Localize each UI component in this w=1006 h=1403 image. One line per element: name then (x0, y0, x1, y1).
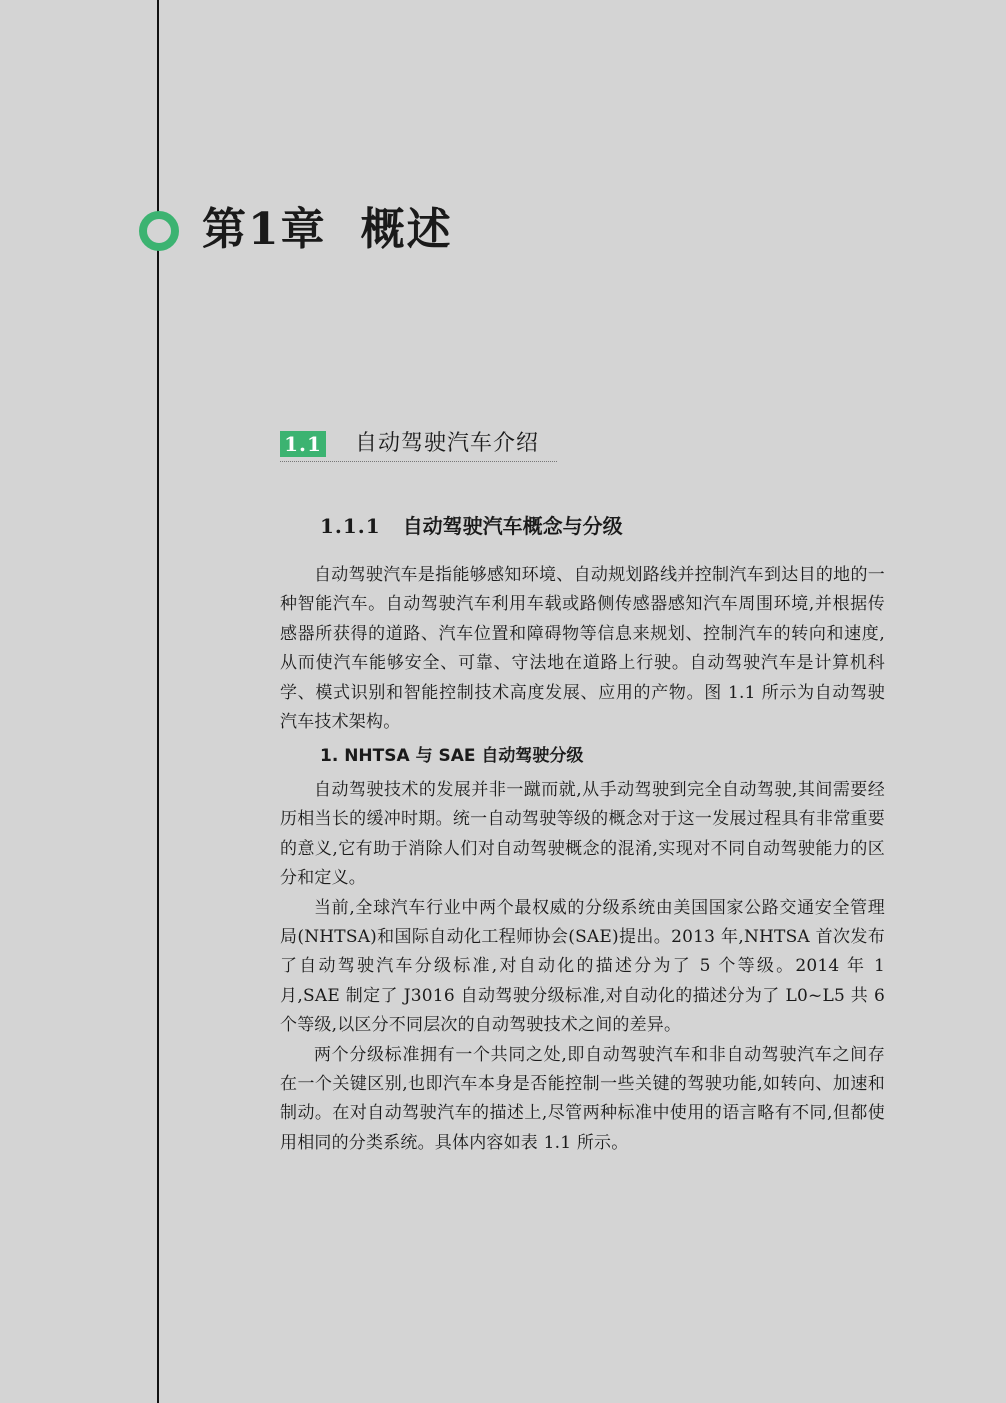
section-number-badge: 1.1 (280, 431, 326, 457)
item-heading: 1. NHTSA 与 SAE 自动驾驶分级 (320, 746, 584, 766)
paragraph: 自动驾驶技术的发展并非一蹴而就,从手动驾驶到完全自动驾驶,其间需要经历相当长的缓冲时期。统一自动驾驶等级的概念对于这一发展过程具有非常重要的意义,它有助于消除人们对自动驾驶概念的混淆,实现对不同自动驾驶能力的区分和定义。 (280, 780, 885, 889)
section-heading (280, 429, 557, 462)
classification-text (280, 776, 885, 1158)
chapter-number: 第1章 (202, 204, 327, 255)
section-title: 自动驾驶汽车介绍 (355, 431, 540, 456)
paragraph: 两个分级标准拥有一个共同之处,即自动驾驶汽车和非自动驾驶汽车之间存在一个关键区别,也即汽车本身是否能控制一些关键的驾驶功能,如转向、加速和制动。在对自动驾驶汽车的描述上,尽管两种标准中使用的语言略有不同,但都使用相同的分类系统。具体内容如表 1.1 所示。 (280, 1044, 885, 1153)
chapter-name: 概述 (360, 204, 453, 255)
chapter-title (202, 200, 453, 260)
paragraph: 当前,全球汽车行业中两个最权威的分级系统由美国国家公路交通安全管理局(NHTSA)和国际自动化工程师协会(SAE)提出。2013 年,NHTSA 首次发布了自动驾驶汽车分级标准,对自动化的描述分为了 5 个等级。2014 年 1 月,SAE 制定了 J3016 自动驾驶分级标准,对自动化的描述分为了 L0~L5 共 6 个等级,以区分不同层次的自动驾驶技术之间的差异。 (280, 897, 885, 1036)
subsection-title: 自动驾驶汽车概念与分级 (402, 514, 623, 538)
paragraph: 自动驾驶汽车是指能够感知环境、自动规划路线并控制汽车到达目的地的一种智能汽车。自动驾驶汽车利用车载或路侧传感器感知汽车周围环境,并根据传感器所获得的道路、汽车位置和障碍物等信息来规划、控制汽车的转向和速度,从而使汽车能够安全、可靠、守法地在道路上行驶。自动驾驶汽车是计算机科学、模式识别和智能控制技术高度发展、应用的产物。图 1.1 所示为自动驾驶汽车技术架构。 (280, 565, 885, 733)
chapter-bullet-icon (139, 211, 179, 251)
subsection-heading (320, 512, 623, 540)
intro-text (280, 561, 885, 737)
subsection-number: 1.1.1 (320, 514, 381, 538)
